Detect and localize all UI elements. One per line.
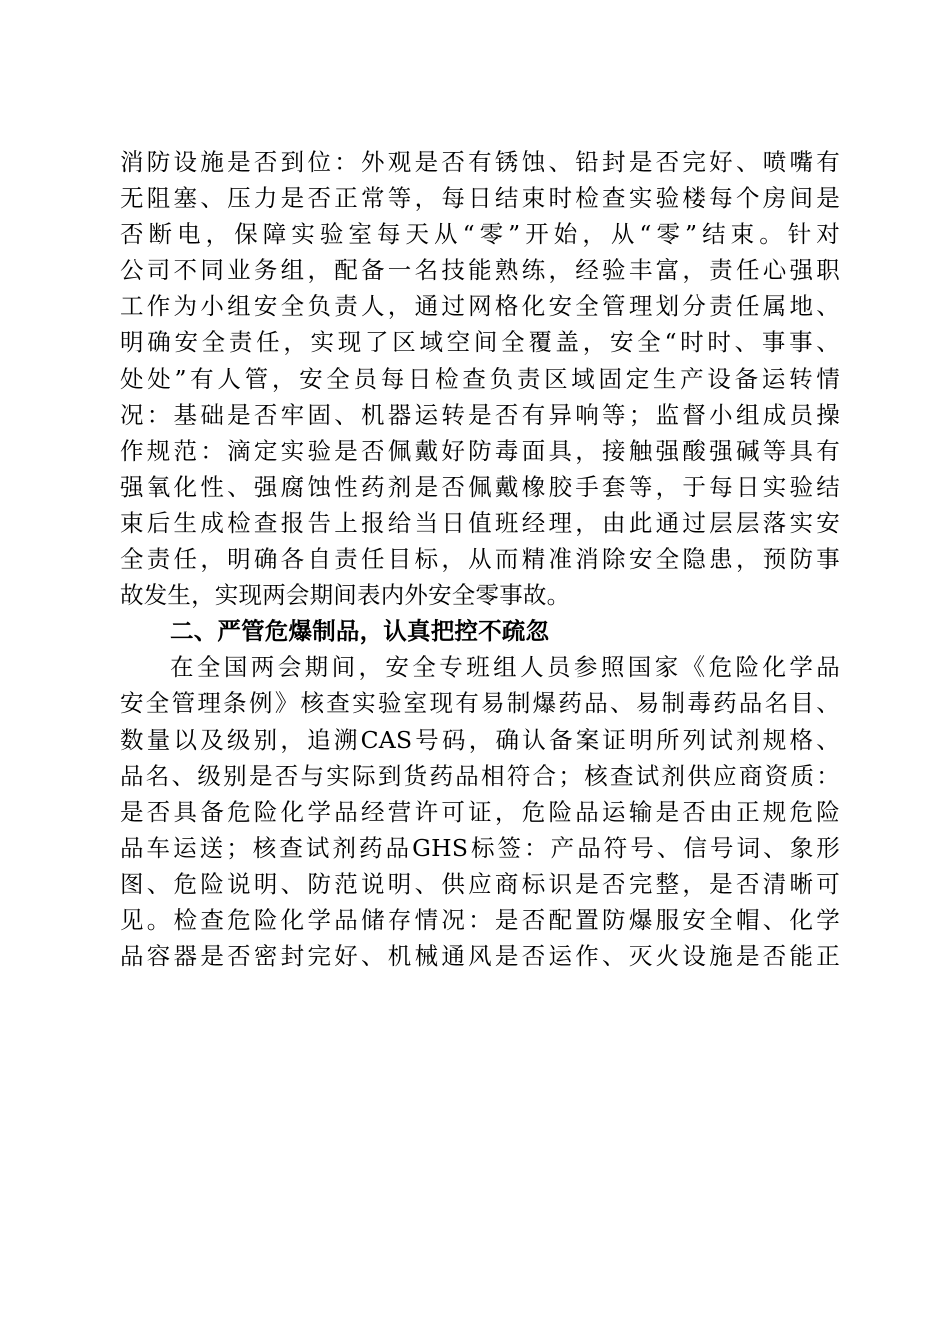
paragraph-1-line: 无阻塞、压力是否正常等，每日结束时检查实验楼每个房间是 xyxy=(120,184,840,213)
paragraph-1-line: 强氧化性、强腐蚀性药剂是否佩戴橡胶手套等，于每日实验结 xyxy=(120,472,840,501)
paragraph-2-line: 安全管理条例》核查实验室现有易制爆药品、易制毒药品名目、 xyxy=(120,689,840,718)
paragraph-2-line: 见。检查危险化学品储存情况：是否配置防爆服安全帽、化学 xyxy=(120,905,840,934)
paragraph-1 xyxy=(120,144,840,974)
paragraph-2-line: 在全国两会期间，安全专班组人员参照国家《危险化学品 xyxy=(170,653,840,682)
paragraph-1-line: 消防设施是否到位：外观是否有锈蚀、铅封是否完好、喷嘴有 xyxy=(120,148,840,176)
paragraph-2-line: 数量以及级别，追溯CAS号码，确认备案证明所列试剂规格、 xyxy=(120,725,840,754)
section-heading: 二、严管危爆制品，认真把控不疏忽 xyxy=(170,617,550,646)
paragraph-1-line: 处处”有人管，安全员每日检查负责区域固定生产设备运转情 xyxy=(120,364,840,393)
paragraph-2-line: 品名、级别是否与实际到货药品相符合；核查试剂供应商资质： xyxy=(120,761,840,790)
paragraph-1-line: 况：基础是否牢固、机器运转是否有异响等；监督小组成员操 xyxy=(120,400,840,429)
paragraph-1-line: 明确安全责任，实现了区域空间全覆盖，安全“时时、事事、 xyxy=(120,328,840,357)
paragraph-1-line: 故发生，实现两会期间表内外安全零事故。 xyxy=(120,581,571,610)
paragraph-1-line: 全责任，明确各自责任目标，从而精准消除安全隐患，预防事 xyxy=(120,545,840,574)
paragraph-2-line: 是否具备危险化学品经营许可证，危险品运输是否由正规危险 xyxy=(120,797,840,826)
paragraph-2-line: 图、危险说明、防范说明、供应商标识是否完整，是否清晰可 xyxy=(120,869,840,898)
paragraph-2-line: 品容器是否密封完好、机械通风是否运作、灭火设施是否能正 xyxy=(120,942,840,971)
paragraph-1-line: 否断电，保障实验室每天从“零”开始，从“零”结束。针对 xyxy=(120,220,840,249)
paragraph-1-line: 工作为小组安全负责人，通过网格化安全管理划分责任属地、 xyxy=(120,292,840,321)
paragraph-1-line: 公司不同业务组，配备一名技能熟练，经验丰富，责任心强职 xyxy=(120,256,840,285)
paragraph-1-line: 作规范：滴定实验是否佩戴好防毒面具，接触强酸强碱等具有 xyxy=(120,436,840,465)
paragraph-2-line: 品车运送；核查试剂药品GHS标签：产品符号、信号词、象形 xyxy=(120,833,840,862)
paragraph-1-line: 束后生成检查报告上报给当日值班经理，由此通过层层落实安 xyxy=(120,508,840,537)
